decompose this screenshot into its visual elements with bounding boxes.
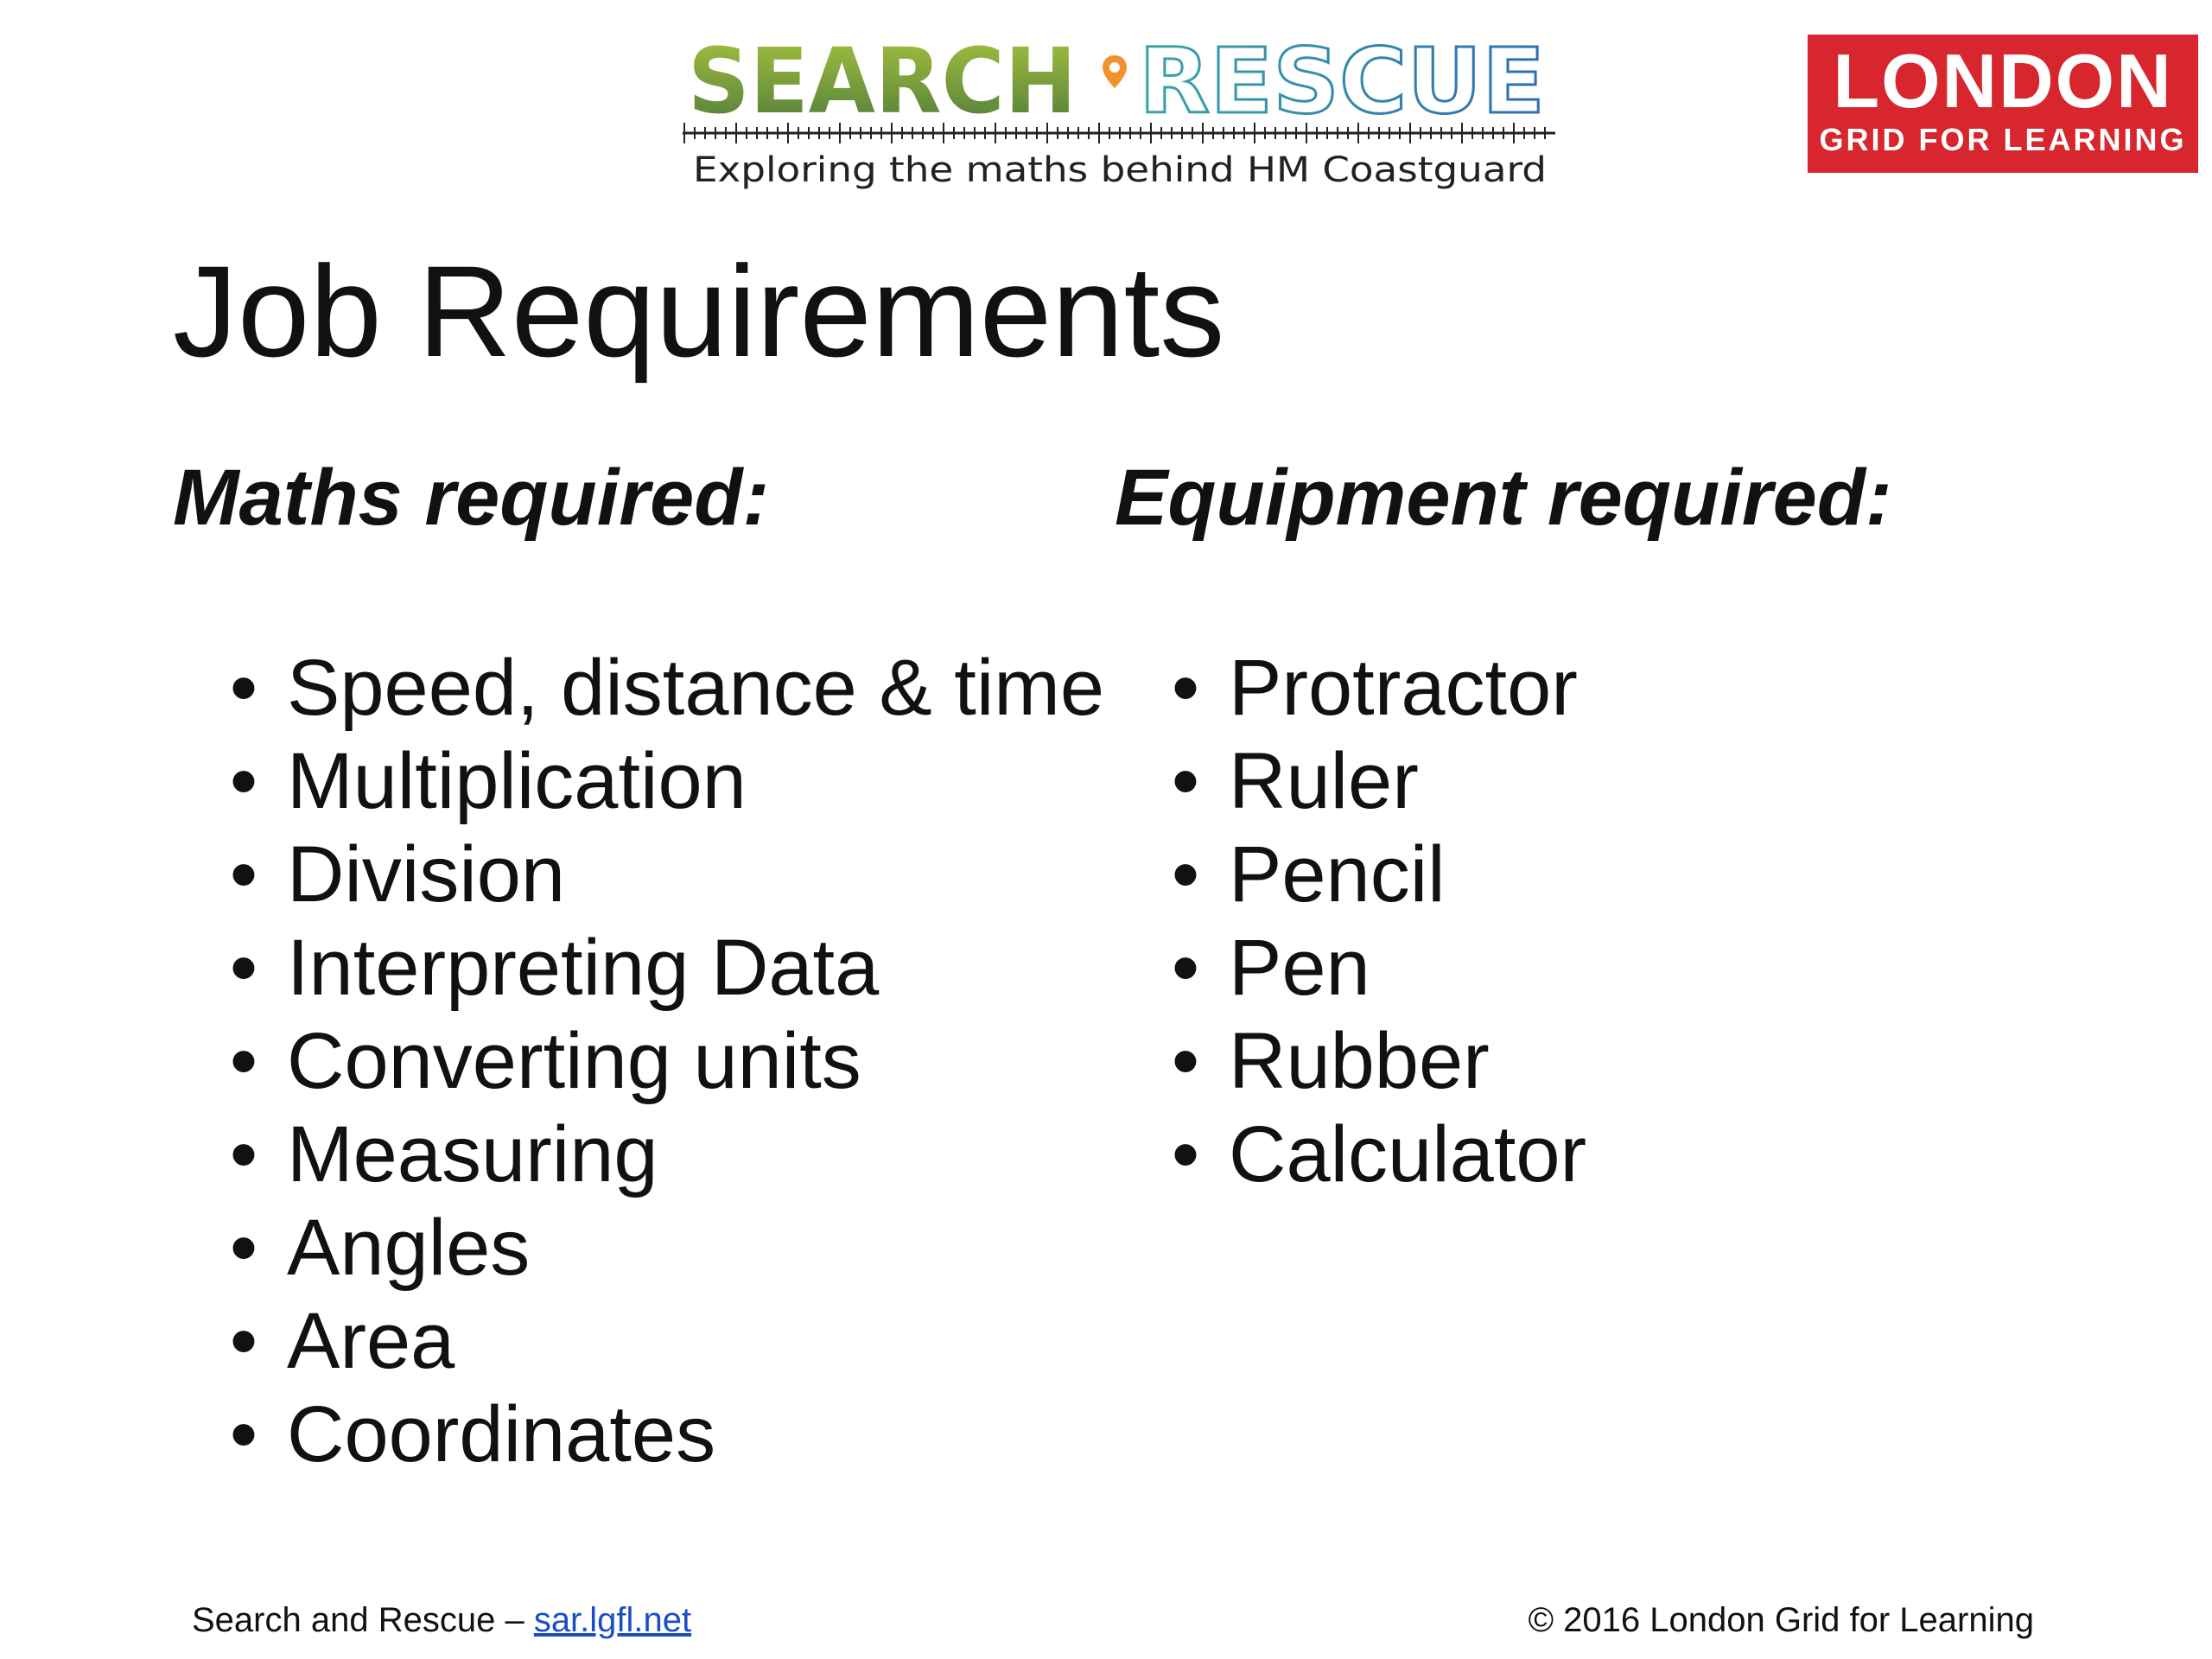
maths-list-item-label: Area — [287, 1297, 455, 1385]
lgfl-logo — [1808, 35, 2198, 173]
logo-tagline: Exploring the maths behind HM Coastguard — [693, 150, 1547, 190]
maths-list-item-label: Measuring — [287, 1110, 658, 1198]
footer-website-link[interactable]: sar.lgfl.net — [533, 1601, 692, 1639]
bullet-icon: • — [229, 644, 258, 732]
bullet-icon: • — [1171, 830, 1200, 918]
maths-list-item — [226, 828, 1104, 921]
logo-word-search: SEARCH — [688, 29, 1077, 134]
maths-required-list — [226, 641, 1104, 1481]
maths-list-item — [226, 1201, 1104, 1294]
bullet-icon: • — [229, 1017, 258, 1105]
bullet-icon: • — [1171, 737, 1200, 825]
map-pin-icon — [1103, 55, 1127, 88]
search-and-rescue-logo-graphic — [683, 26, 1555, 199]
equipment-list-item — [1168, 921, 1586, 1014]
footer-copyright: © 2016 London Grid for Learning — [1528, 1601, 2034, 1639]
maths-list-item-label: Division — [287, 830, 566, 918]
equipment-list-item-label: Pencil — [1229, 830, 1446, 918]
footer-left-text: Search and Rescue – — [192, 1601, 534, 1639]
equipment-list-item-label: Rubber — [1229, 1017, 1490, 1105]
lgfl-logo-top: LONDON — [1833, 38, 2173, 124]
logo-word-rescue: RESCUE — [1139, 29, 1545, 134]
bullet-icon: • — [229, 1297, 258, 1385]
maths-list-item — [226, 641, 1104, 734]
maths-list-item — [226, 1388, 1104, 1481]
equipment-required-list — [1168, 641, 1586, 1201]
bullet-icon: • — [1171, 644, 1200, 732]
equipment-required-heading: Equipment required: — [1115, 454, 1892, 542]
maths-list-item — [226, 1108, 1104, 1201]
bullet-icon: • — [229, 924, 258, 1012]
maths-required-heading: Maths required: — [173, 454, 770, 542]
equipment-list-item-label: Ruler — [1229, 737, 1419, 825]
maths-list-item-label: Angles — [287, 1204, 531, 1292]
bullet-icon: • — [229, 1204, 258, 1292]
lgfl-logo-bottom: GRID FOR LEARNING — [1819, 122, 2187, 157]
bullet-icon: • — [1171, 1017, 1200, 1105]
equipment-list-item — [1168, 641, 1586, 734]
bullet-icon: • — [1171, 924, 1200, 1012]
equipment-list-item-label: Calculator — [1229, 1110, 1587, 1198]
maths-list-item-label: Coordinates — [287, 1390, 716, 1478]
page-title: Job Requirements — [173, 238, 1225, 384]
bullet-icon: • — [1171, 1110, 1200, 1198]
equipment-list-item-label: Pen — [1229, 924, 1370, 1012]
equipment-list-item-label: Protractor — [1229, 644, 1578, 732]
maths-list-item — [226, 1294, 1104, 1388]
equipment-list-item — [1168, 734, 1586, 828]
equipment-list-item — [1168, 1108, 1586, 1201]
bullet-icon: • — [229, 830, 258, 918]
maths-list-item-label: Speed, distance & time — [287, 644, 1105, 732]
search-and-rescue-logo — [683, 26, 1555, 199]
maths-list-item-label: Interpreting Data — [287, 924, 880, 1012]
bullet-icon: • — [229, 1110, 258, 1198]
equipment-list-item — [1168, 1014, 1586, 1108]
maths-list-item-label: Converting units — [287, 1017, 861, 1105]
footer-left — [192, 1601, 691, 1640]
maths-list-item — [226, 734, 1104, 828]
bullet-icon: • — [229, 1390, 258, 1478]
maths-list-item-label: Multiplication — [287, 737, 747, 825]
maths-list-item — [226, 921, 1104, 1014]
maths-list-item — [226, 1014, 1104, 1108]
bullet-icon: • — [229, 737, 258, 825]
equipment-list-item — [1168, 828, 1586, 921]
